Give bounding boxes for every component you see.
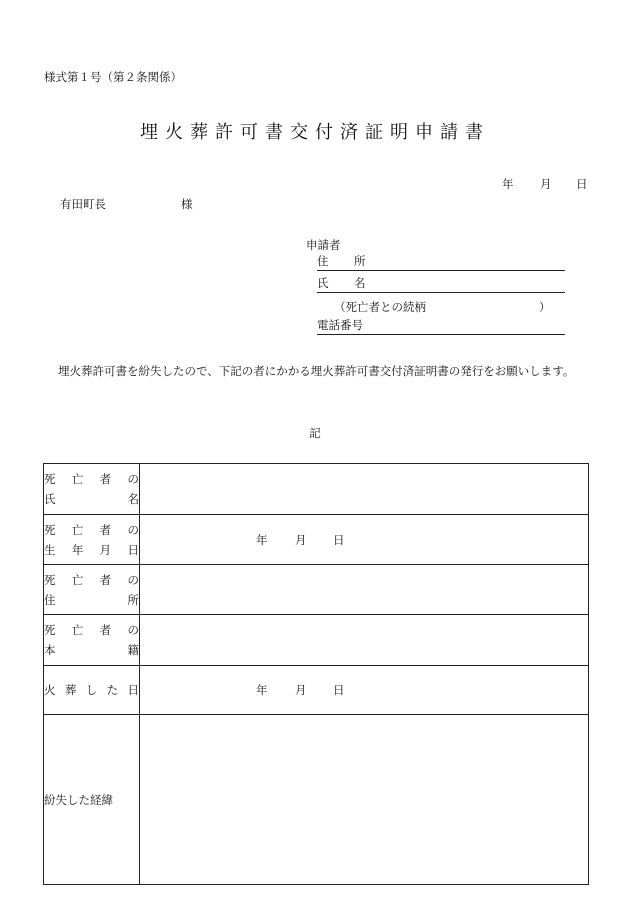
label-char: 本 [44,643,56,657]
label-char: 日 [127,683,139,697]
deceased-name-value-cell[interactable] [140,464,589,515]
label-char: 者 [99,522,112,537]
deceased-birthdate-label-cell [44,515,140,565]
deceased-address-label-cell [44,565,140,615]
label-char: 死 [44,623,56,637]
deceased-birthdate-value-cell[interactable] [140,515,589,565]
cremation-date-label-cell [44,666,140,715]
label-char: 名 [127,492,139,506]
applicant-name-field[interactable] [317,276,565,293]
label-char: 死 [44,472,56,486]
table-row [44,666,589,715]
table-row [44,515,589,565]
label-char: 死 [44,522,56,537]
label-char: の [127,623,139,637]
date-month-label: 月 [540,177,552,191]
date-day-label: 日 [576,177,588,191]
loss-circumstances-label-cell [44,715,140,885]
table-row [44,615,589,666]
label-char: し [85,683,98,697]
cremation-day-label: 日 [333,683,345,697]
relation-close-paren: ） [539,300,551,314]
birth-month-label: 月 [295,532,307,547]
addressee-honorific: 様 [181,197,193,211]
request-statement: 埋火葬許可書を紛失したので、下記の者にかかる埋火葬許可書交付済証明書の発行をお願いします。 [58,364,575,378]
label-char: 所 [127,592,139,607]
label-char: 亡 [71,472,84,486]
form-number: 様式第１号（第２条関係） [44,70,182,84]
deceased-domicile-value-cell[interactable] [140,615,589,666]
label-char: 籍 [127,643,139,657]
label-char: 月 [99,542,112,557]
loss-circumstances-value-cell[interactable] [140,715,589,885]
label-char: 亡 [71,522,84,537]
deceased-domicile-label-cell [44,615,140,666]
name-label-2: 名 [354,276,366,290]
label-char: 住 [44,592,56,607]
table-row [44,464,589,515]
document-title: 埋火葬許可書交付済証明申請書 [140,122,490,143]
cremation-month-label: 月 [295,683,307,697]
label-char: 亡 [71,572,84,587]
label-char: 日 [127,542,139,557]
deceased-name-label-cell [44,464,140,515]
ki-label: 記 [309,426,321,440]
address-label-2: 所 [354,254,366,268]
addressee-name: 有田町長 [60,197,106,211]
label-char: 火 [44,683,56,697]
label-char: 亡 [71,623,84,637]
date-year-label: 年 [502,177,514,191]
relation-label: （死亡者との続柄 [334,300,426,314]
loss-circumstances-label: 紛失した経緯 [44,792,113,807]
name-label-1: 氏 [317,276,329,290]
label-char: た [106,683,119,697]
address-label-1: 住 [317,254,329,268]
label-char: 者 [99,623,112,637]
deceased-info-table [43,463,589,885]
label-char: 者 [99,572,112,587]
phone-label: 電話番号 [317,318,363,332]
birth-day-label: 日 [333,532,345,547]
label-char: 葬 [64,683,77,697]
label-char: 氏 [44,492,56,506]
applicant-address-field[interactable] [317,254,565,271]
cremation-year-label: 年 [256,683,268,697]
deceased-address-value-cell[interactable] [140,565,589,615]
birth-year-label: 年 [256,532,268,547]
applicant-heading: 申請者 [306,238,341,252]
applicant-phone-field[interactable] [317,318,565,335]
label-char: 生 [44,542,56,557]
label-char: 者 [99,472,112,486]
label-char: の [127,472,139,486]
label-char: の [127,572,139,587]
label-char: 年 [71,542,84,557]
cremation-date-value-cell[interactable] [140,666,589,715]
label-char: 死 [44,572,56,587]
table-row [44,715,589,885]
table-row [44,565,589,615]
label-char: の [127,522,139,537]
